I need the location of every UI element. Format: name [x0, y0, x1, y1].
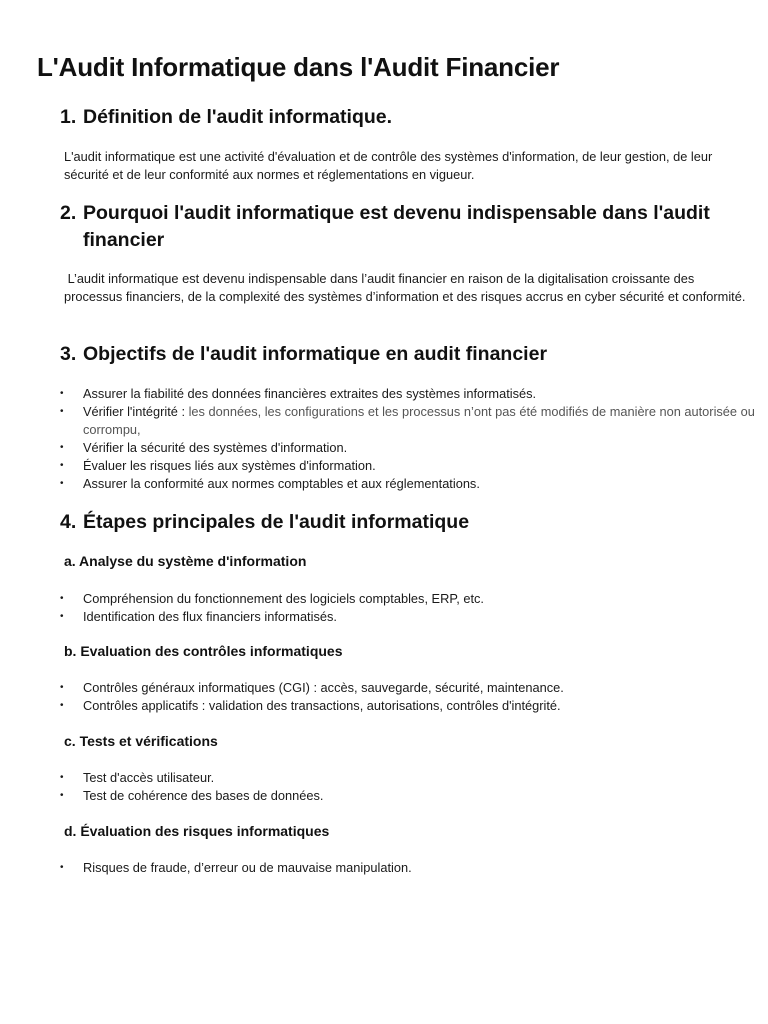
list-item: • Contrôles applicatifs : validation des transactions, autorisations, contrôles d'intégrité. [60, 698, 561, 713]
section-2-title-line2: financier [83, 229, 165, 251]
section-4-number: 4. [60, 511, 77, 533]
list-item: • Risques de fraude, d’erreur ou de mauvaise manipulation. [60, 860, 412, 875]
bullet-icon: • [60, 478, 64, 489]
section-1-title: Définition de l'audit informatique. [83, 106, 393, 128]
list-item: • Vérifier la sécurité des systèmes d'information. [60, 440, 348, 455]
section-4-heading [60, 509, 760, 536]
subsection-c-title: c. Tests et vérifications [64, 733, 218, 749]
bullet-icon: • [60, 442, 64, 453]
bullet-icon: • [60, 682, 64, 693]
list-item: • Assurer la conformité aux normes comptables et aux réglementations. [60, 476, 480, 491]
section-4-title: Étapes principales de l'audit informatique [83, 511, 470, 533]
section-2-heading [60, 200, 760, 254]
subsection-c-list [0, 769, 768, 805]
bullet-icon: • [60, 460, 64, 471]
section-1-heading [60, 104, 760, 131]
section-1-number: 1. [60, 106, 77, 128]
bullet-icon: • [60, 772, 64, 783]
list-item: • Test d'accès utilisateur. [60, 770, 215, 785]
document-title: L'Audit Informatique dans l'Audit Financier [37, 52, 560, 82]
bullet-icon: • [60, 406, 64, 417]
bullet-icon: • [60, 862, 64, 873]
section-3-heading [60, 341, 760, 368]
list-item [0, 403, 768, 439]
bullet-icon: • [60, 388, 64, 399]
integrity-detail: les données, les configurations et les processus n’ont pas été modifiés de manière non autorisée ou corrompu, [83, 404, 755, 437]
list-item: • Identification des flux financiers informatisés. [60, 609, 337, 624]
bullet-icon: • [60, 611, 64, 622]
integrity-label: Vérifier l'intégrité : [83, 404, 189, 419]
list-item: • Test de cohérence des bases de données. [60, 788, 324, 803]
list-item: • Évaluer les risques liés aux systèmes d'information. [60, 458, 376, 473]
section-3-number: 3. [60, 343, 77, 365]
subsection-a-list [0, 590, 768, 626]
bullet-icon: • [60, 593, 64, 604]
section-3-title: Objectifs de l'audit informatique en audit financier [83, 343, 548, 365]
subsection-d-list [0, 859, 768, 877]
subsection-a-title: a. Analyse du système d'information [64, 553, 307, 569]
subsection-d-title: d. Évaluation des risques informatiques [64, 823, 330, 839]
section-1-paragraph: L'audit informatique est une activité d'évaluation et de contrôle des systèmes d'information, de leur gestion, de leur sécurité et de leur conformité aux normes et réglementations en vigueur. [64, 149, 713, 182]
subsection-b-list [0, 679, 768, 715]
list-item: • Assurer la fiabilité des données financières extraites des systèmes informatisés. [60, 386, 537, 401]
list-item: • Compréhension du fonctionnement des logiciels comptables, ERP, etc. [60, 591, 484, 606]
objectives-list [0, 385, 768, 493]
bullet-icon: • [60, 790, 64, 801]
section-2-number: 2. [60, 202, 77, 224]
section-2-title-line1: Pourquoi l'audit informatique est devenu indispensable dans l'audit [83, 202, 710, 224]
subsection-b-title: b. Evaluation des contrôles informatiques [64, 643, 343, 659]
section-2-paragraph: L’audit informatique est devenu indispensable dans l’audit financier en raison de la digitalisation croissante des processus financiers, de la complexité des systèmes d’information et des risques accrus en cyber sécurité et conformité. [64, 271, 746, 304]
bullet-icon: • [60, 700, 64, 711]
list-item: • Contrôles généraux informatiques (CGI) : accès, sauvegarde, sécurité, maintenance. [60, 680, 564, 695]
